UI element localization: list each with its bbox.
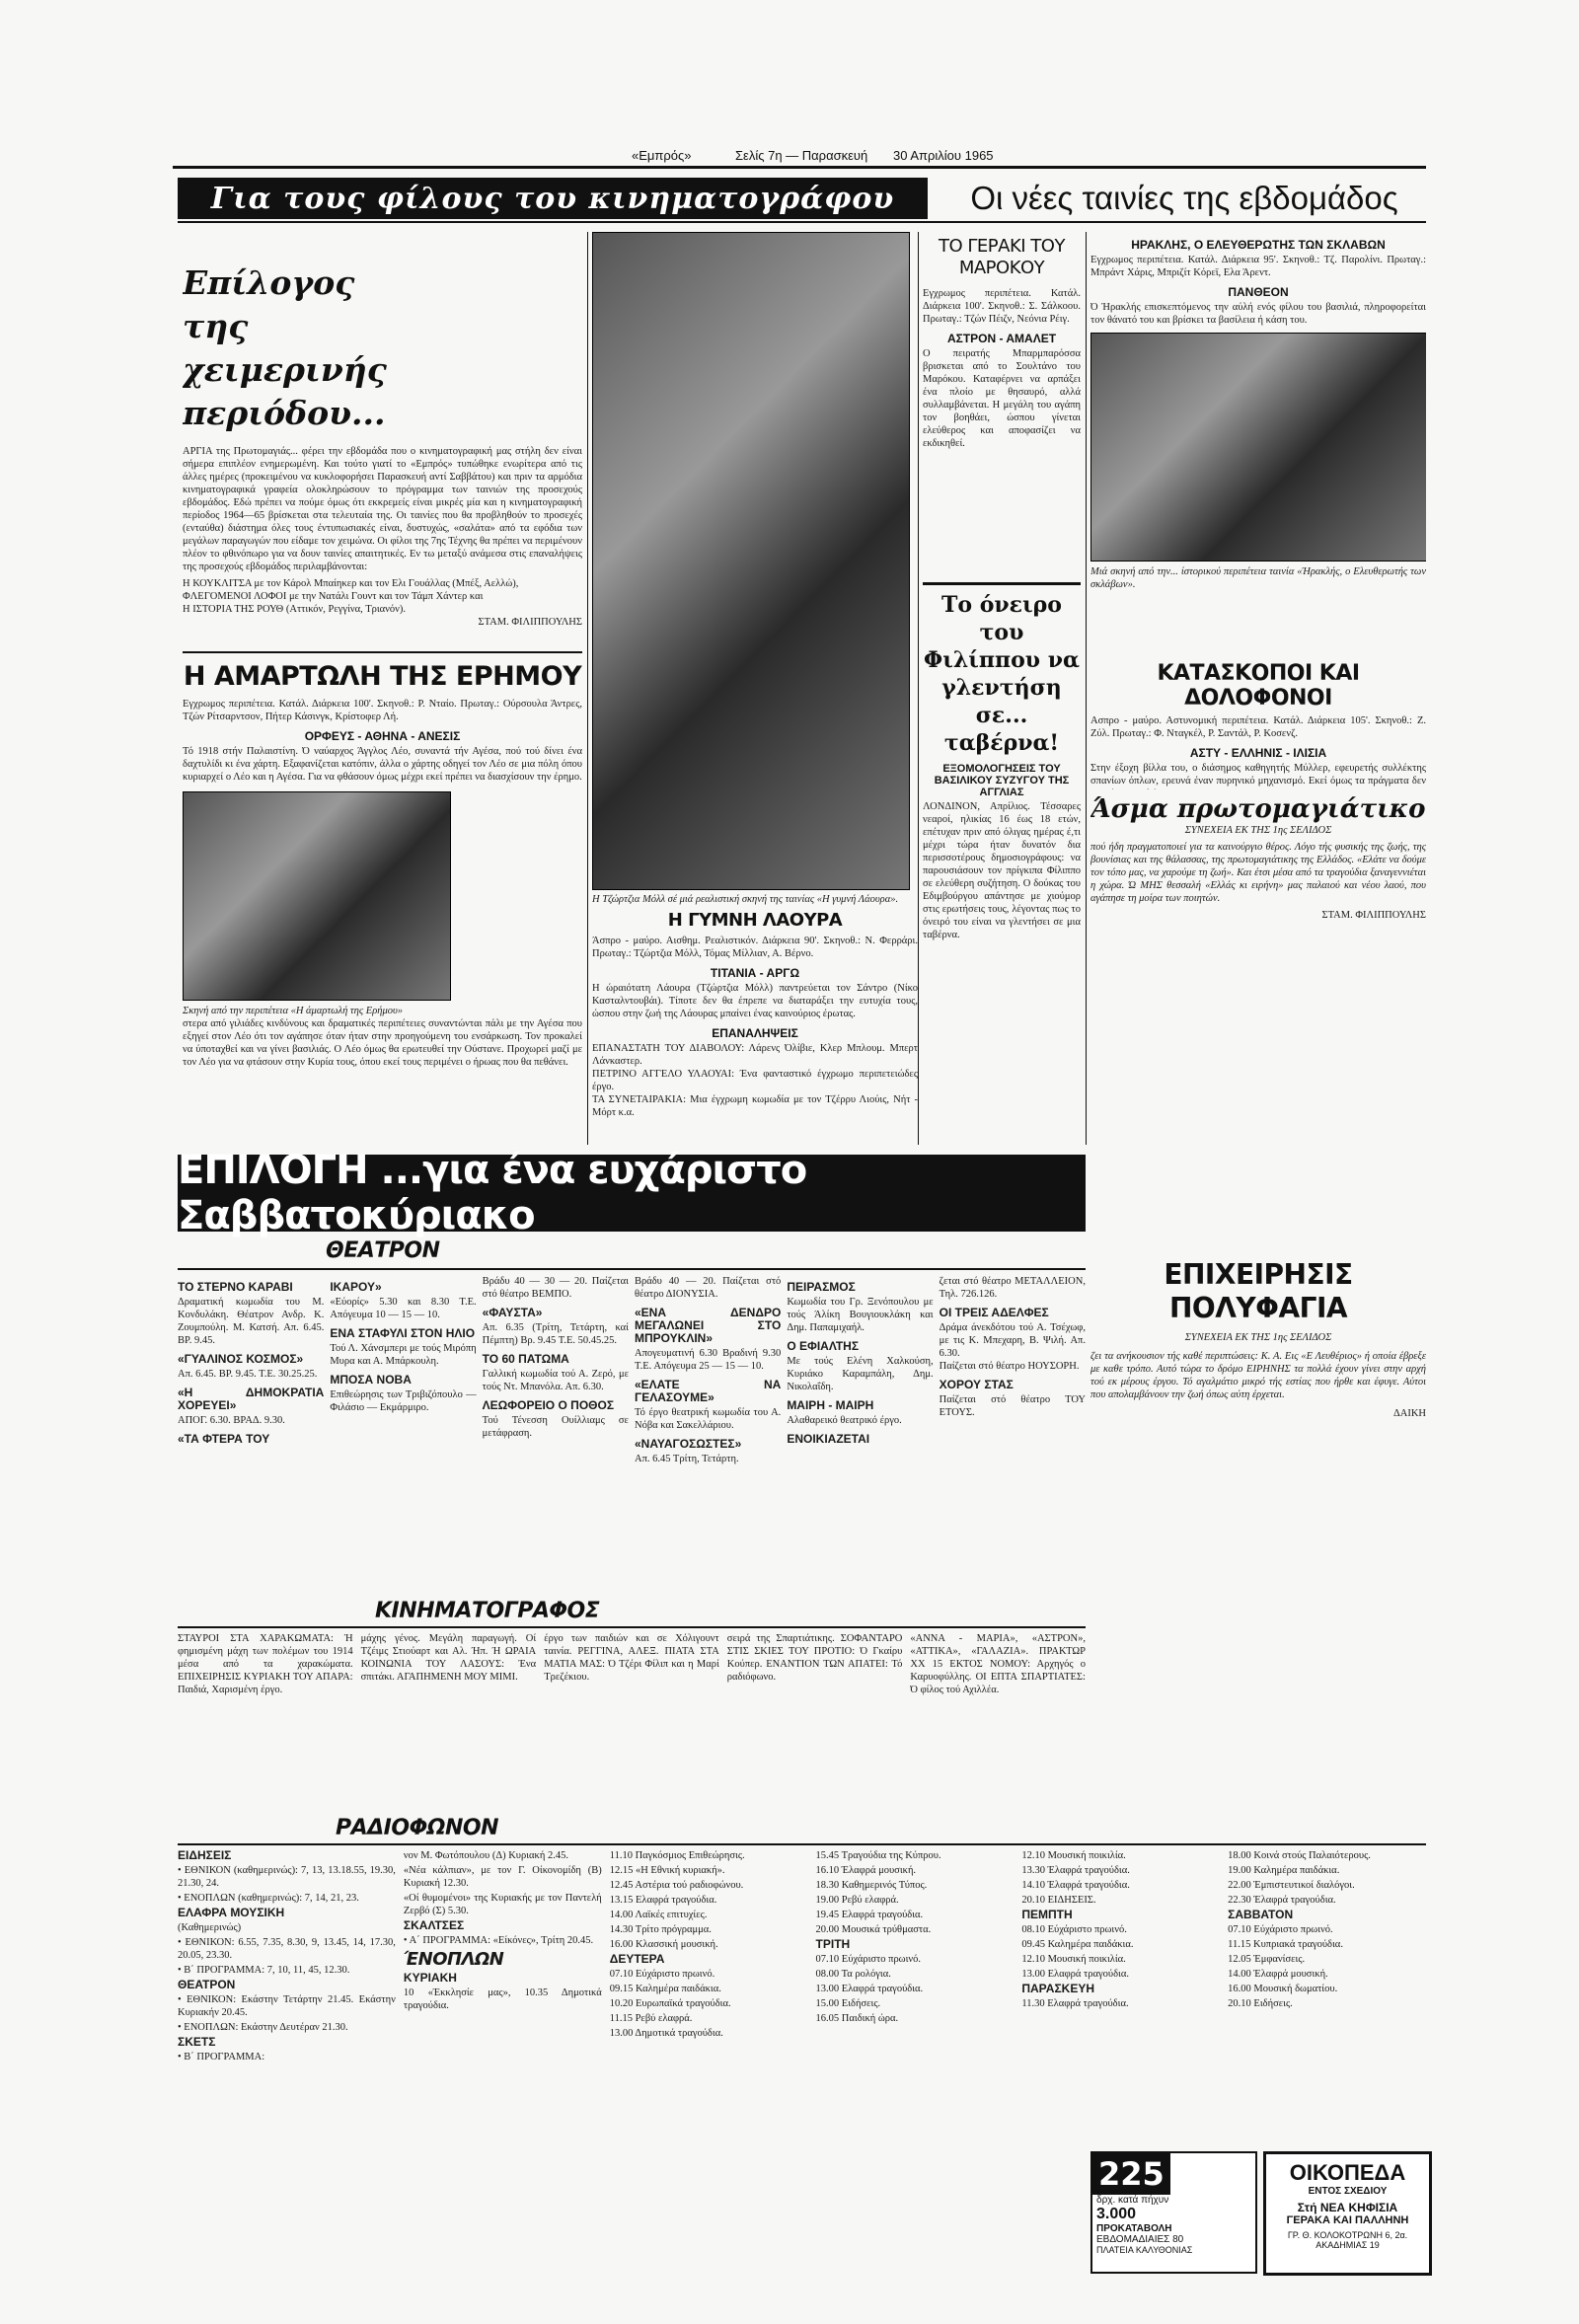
radio-entry: 11.15 Ρεβύ ελαφρά. [609,2013,693,2024]
amartoli-rule [183,651,582,653]
radio-entry: 14.30 Τρίτο πρόγραμμα. [609,1924,712,1935]
radio-entry: 10 «Έκκλησίε μας», 10.35 Δημοτικά τραγούδια. [403,1987,602,2011]
philip-body: ΛΟΝΔΙΝΟΝ, Απρίλιος. Τέσσαρες νεαροί, ηλικίας 16 έως 18 ετών, επέτυχαν πριν από όλιγας ημέρας έ,τι μέχρι τώρα ήταν δυνατόν δια περισσοτέρους δημοσιογράφους: να παρουσιάσουν τον πρίγκιπα Φίλιππο σε ελεύθερη συζήτηση. Ο δούκας του Εδιμβούργου απάντησε με χιούμορ στις ερωτήσεις τους, λέγοντας πως το όνειρό του είναι να γλεντήσει σε μια ταβέρνα. [923,801,1081,940]
kinimatografos-title: ΚΙΝΗΜΑΤΟΓΡΑΦΟΣ [375,1599,600,1623]
column-rule [1086,232,1087,1145]
play-info: Απογευματινή 6.30 Βραδινή 9.30 Τ.Ε. Απόγευμα 25 — 15 — 10. [634,1348,782,1372]
philip-article [923,582,1081,1145]
radio-entry: • ΕΝΟΠΛΩΝ: Εκάστην Δευτέραν 21.30. [178,2022,348,2033]
radiofonon-grid [178,1849,1426,2145]
play-title: «ΕΝΑ ΔΕΝΔΡΟ ΜΕΓΑΛΩΝΕΙ ΣΤΟ ΜΠΡΟΥΚΛΙΝ» [634,1306,782,1345]
laura-cinemas: ΤΙΤΑΝΙΑ - ΑΡΓΩ [710,966,800,980]
ad-oikopeda-line3: ΓΕΡΑΚΑ ΚΑΙ ΠΑΛΛΗΝΗ [1286,2214,1409,2226]
radio-entry: 13.30 Έλαφρά τραγούδια. [1021,1865,1130,1876]
asma-article [1090,794,1426,1145]
radio-entry: • ΕΘΝΙΚΟΝ (καθημερινώς): 7, 13, 13.18.55, 19.30, 21.30, 24. [178,1865,396,1889]
radio-entry: 22.00 Έμπιστευτικοί διαλόγοι. [1228,1880,1355,1891]
theatron-grid [178,1275,1086,1591]
amartoli-article [183,651,582,1145]
amartoli-cinemas: ΟΡΦΕΥΣ - ΑΘΗΝΑ - ΑΝΕΣΙΣ [304,729,461,743]
amartoli-body: Τό 1918 στήν Παλαιστίνη. Ό ναύαρχος Άγγλος Λέο, συναντά τήν Αγέσα, πού τού δίνει ένα δαχτυλίδι κι ένα χάρτη. Εξαφανίζεται κατόπιν, άλλα ο χάρτης οδηγεί τον Λέο σε μια πόλη όπου κυριαρχεί ο Λέο και η Αγέσα. Για να φθάσουν όμως μέχρι εκεί πρέπει να διασχίσουν την έρημο. [183,746,582,783]
radio-entry: 14.00 Έλαφρά μουσική. [1228,1969,1328,1980]
kinimatografos-column: σειρά της Σπαρτιάτικης. ΣΟΦΑΝΤΑΡΟ ΣΤΙΣ ΣΚΙΕΣ ΤΟΥ ΠΡΟΤΙΟ: Ό Γκαίρυ Κούπερ. ΕΝΑΝΤΙΟΝ ΤΩΝ ΑΠΑΤΕΙ: Τό ραδιόφωνο. [726,1633,903,1683]
play-info: ζεται στό θέατρο ΜΕΤΑΛΛΕΙΟΝ, Τηλ. 726.126. [939,1276,1086,1300]
play-title: ΛΕΩΦΟΡΕΙΟ Ο ΠΟΘΟΣ [482,1398,615,1412]
epilogos-body: ΑΡΓΙΑ της Πρωτομαγιάς... φέρει την εβδομάδα που ο κινηματογραφική μας στήλη δεν είναι σήμερα επιπλέον ενημερωμένη. Και τούτο γιατί το «Εμπρός» τυπώθηκε ενωρίτερα από τις άλλες ημέρες (προκειμένου να κυκλοφορήσει Παρασκευή αντί Σαββάτου) και πριν τα αρμόδια κινηματογραφικά γραφεία ολοκληρώσουν το πρόγραμμα των ταινιών της προσεχούς εβδομάδος. Εδώ πρέπει να πούμε όμως ότι εκκρεμείς είναι μικρές μία και η κινηματογραφική περίοδος 1964—65 βρίσκεται στα τελευταία της. Οι ταινίες που θα προβληθούν το προσεχές (ενταύθα) διάστημα όλες τους έντυπωσιακές είναι, δυστυχώς, «σαλάτα» από τα εφόδια των μεγάλων παραγωγών που είδαμε τον χειμώνα. Οι φίλοι της 7ης Τέχνης θα πρέπει να περιμένουν πλέον το φθινόπωρο για να δουν ταινίες απαιτητικές. Εν τω μεταξύ ανάμεσα στις επαναλήψεις της προσεχούς εβδομάδος περιλαμβάνονται: [183,446,582,572]
kataskopoi-credits: Ασπρο - μαύρο. Αστυνομική περιπέτεια. Κατάλ. Διάρκεια 105'. Σκηνοθ.: Ζ. Ζύλ. Πρωταγ.: Φ. Νταγκέλ, Ρ. Σαντάλ, Ρ. Κοσενζ. [1090,715,1426,739]
radio-entry: 14.00 Λαϊκές επιτυχίες. [609,1910,708,1920]
radio-entry: 20.10 ΕΙΔΗΣΕΙΣ. [1021,1895,1096,1906]
play-info: Απ. 6.45 Τρίτη, Τετάρτη. [634,1454,739,1464]
masthead-paper: «Εμπρός» [632,148,692,163]
ad-oikopeda-line2: Στή ΝΕΑ ΚΗΦΙΣΙΑ [1297,2201,1398,2214]
hercules-body: Ό Ήρακλής επισκεπτόμενος την αύλή ενός φίλου του βασιλιά, πληροφορείται τον θάνατό του και βρίσκει τα βασίλεια ή κάση του. [1090,302,1426,326]
weekly-films-title: Οι νέες ταινίες της εβδομάδος [970,180,1398,216]
radio-entry: 09.15 Καλημέρα παιδάκια. [609,1984,721,1994]
amartoli-photo [183,791,451,1001]
radio-entry: (Καθημερινώς) [178,1922,242,1933]
radio-entry: 16.00 Κλασσική μουσική. [609,1939,718,1950]
epilogos-title: Επίλογος της χειμερινής περιόδου... [183,263,387,432]
amartoli-credits: Εγχρωμος περιπέτεια. Κατάλ. Διάρκεια 100'. Σκηνοθ.: Ρ. Νταίο. Πρωταγ.: Ούρσουλα Άντρες, Τζών Ρίτσαρντσον, Πήτερ Κάσινγκ, Κρίστοφερ Λή. [183,699,582,722]
play-title: ΕΝΟΙΚΙΑΖΕΤΑΙ [787,1432,870,1446]
radio-heading: ΤΡΙΤΗ [815,1937,851,1951]
amartoli-title: Η ΑΜΑΡΤΩΛΗ ΤΗΣ ΕΡΗΜΟΥ [183,661,582,692]
ad-kifisia-deposit: ΠΡΟΚΑΤΑΒΟΛΗ [1096,2223,1172,2234]
radio-column [404,1849,602,2145]
masthead [0,148,1579,166]
radio-column [1228,1849,1426,2145]
radiofonon-title: ΡΑΔΙΟΦΩΝΟΝ [336,1816,498,1840]
center-photo-caption: Η Τζώρτζια Μόλλ σέ μιά ρεαλιστική σκηνή της ταινίας «Η γυμνή Λάουρα». [592,894,899,905]
radio-entry: 12.45 Αστέρια τού ραδιοφώνου. [609,1880,744,1891]
ad-kifisia-price2: 3.000 [1096,2206,1137,2222]
kinimatografos-grid [178,1632,1086,1810]
play-info: Κωμωδία του Γρ. Ξενόπουλου με τούς Άλίκη Βουγιουκλάκη και Δημ. Παπαμιχαήλ. [787,1297,934,1333]
play-info: Δράμα άνεκδότου τού Α. Τσέχωφ, με τις Κ. Μπεχαρη, Β. Ψιλή. Απ. 6.30. [939,1322,1086,1359]
ad-kifisia-balance: ΕΒΔΟΜΑΔΙΑΙΕΣ 80 [1096,2234,1184,2245]
play-info: Με τούς Ελένη Χαλκούση, Κυριάκο Καραμπάλη, Δημ. Νικολαΐδη. [787,1356,934,1392]
asma-body: πού ήδη πραγματοποιεί για τα καινούργιο θέρος. Λόγο τής φυσικής της ζωής, της βουνίσιας και της θάλασσας, της πρωτομαγιάτικης της Ελλάδος. «Ελάτε να δούμε τον τόπο μας, να χαρούμε τη ζωή». Και έτσι μέσα από τα τραγούδια ξαναγεννιέται η χώρα. Ώ ΜΗΣ θεσσαλή «Ελλάς κι ειρήνη» μας παλαιού και νέου λαού, που αγάπησε τη μοίρα των ποιητών. [1090,842,1426,904]
radio-enoplon-title: ΈΝΟΠΛΩΝ [403,1949,504,1970]
radio-entry: • Β΄ ΠΡΟΓΡΑΜΜΑ: [178,2052,265,2062]
ad-kifisia [1090,2151,1257,2274]
geraki-credits: Εγχρωμος περιπέτεια. Κατάλ. Διάρκεια 100'. Σκηνοθ.: Σ. Σάλκοου. Πρωταγ.: Τζών Πέιζν, Νεόνια Ρέιγ. [923,288,1081,325]
radio-heading: ΣΚΕΤΣ [178,2035,216,2049]
radio-heading: ΚΥΡΙΑΚΗ [403,1971,457,1985]
radio-entry: 16.10 Έλαφρά μουσική. [815,1865,917,1876]
epilogos-list [183,577,582,616]
ad-oikopeda-title: ΟΙΚΟΠΕΔΑ [1289,2160,1406,2185]
banner-rule [178,221,1426,223]
theatron-column [178,1275,324,1591]
philip-subtitle: ΕΞΟΜΟΛΟΓΗΣΕΙΣ ΤΟΥ ΒΑΣΙΛΙΚΟΥ ΣΥΖΥΓΟΥ ΤΗΣ ΑΓΓΛΙΑΣ [934,763,1070,798]
play-title: «ΝΑΥΑΓΟΣΩΣΤΕΣ» [634,1437,742,1451]
play-title: ΜΠΟΣΑ ΝΟΒΑ [330,1373,412,1387]
repeats-title: ΕΠΑΝΑΛΗΨΕΙΣ [712,1026,798,1040]
radio-column [816,1849,1015,2145]
radio-entry: • ΕΘΝΙΚΟΝ: 6.55, 7.35, 8.30, 9, 13.45, 14, 17.30, 20.05, 23.30. [178,1937,396,1961]
hercules-article [1090,232,1426,656]
ad-oikopeda [1263,2151,1432,2276]
geraki-title: ΤΟ ΓΕΡΑΚΙ ΤΟΥ ΜΑΡΟΚΟΥ [939,236,1065,278]
play-title: ΙΚΑΡΟΥ» [330,1280,382,1294]
play-info: «Εύορίς» 5.30 και 8.30 Τ.Ε. Απόγευμα 10 — 15 — 10. [330,1297,477,1320]
play-info: Βράδυ 40 — 30 — 20. Παίζεται στό θέατρο ΒΕΜΠΟ. [482,1276,629,1300]
radio-entry: 18.00 Κοινά στούς Παλαιότερους. [1228,1850,1371,1861]
radio-entry: 20.10 Ειδήσεις. [1228,1998,1293,2009]
theatron-column [787,1275,933,1591]
theatron-column [330,1275,476,1591]
kataskopoi-body: Στην έξοχη βίλλα του, ο διάσημος καθηγητής Μύλλερ, εφευρετής συλλέκτης σπανίων όπλων, ερευνά έναν πυρηνικό μηχανισμό. Εκεί όμως τα πράγματα δεν [1090,763,1426,787]
ad-oikopeda-line4: ΓΡ. Θ. ΚΟΛΟΚΟΤΡΩΝΗ 6, 2α. ΑΚΑΔΗΜΙΑΣ 19 [1287,2230,1408,2250]
radio-entry: 07.10 Εύχάριστο πρωινό. [609,1969,715,1980]
kinimatografos-column: έργο των παιδιών και σε Χόλιγουντ ταινία. ΡΕΓΓΙΝΑ, ΑΛΕΞ. ΠΙΑΤΑ ΣΤΑ ΜΑΤΙΑ ΜΑΣ: Ό Τζέρι Φίλιπ και η Μαρί Τρεζέκιου. [544,1633,719,1683]
radio-entry: 09.45 Καλημέρα παιδάκια. [1021,1939,1134,1950]
play-info: Βράδυ 40 — 20. Παίζεται στό θέατρο ΔΙΟΝΥΣΙΑ. [634,1276,782,1300]
radio-entry: 13.15 Ελαφρά τραγούδια. [609,1895,717,1906]
radio-entry: 14.10 Έλαφρά τραγούδια. [1021,1880,1130,1891]
radio-entry: 11.10 Παγκόσμιος Επιθεώρησις. [609,1850,745,1861]
ad-kifisia-contact: ΠΛΑΤΕΙΑ ΚΑΛΥΘΟΝΙΑΣ [1096,2245,1193,2255]
radio-column [610,1849,808,2145]
play-title: ΤΟ ΣΤΕΡΝΟ ΚΑΡΑΒΙ [178,1280,293,1294]
repeats-item: ΤΑ ΣΥΝΕΤΑΙΡΑΚΙΑ: Μια έγχρωμη κωμωδία με τον Τζέρρυ Λιούις, Νήτ - Μόρτ κ.α. [592,1094,918,1118]
hercules-title: ΗΡΑΚΛΗΣ, Ο ΕΛΕΥΘΕΡΩΤΗΣ ΤΩΝ ΣΚΛΑΒΩΝ [1131,238,1386,252]
radio-entry: 11.15 Κυπριακά τραγούδια. [1228,1939,1343,1950]
theatron-column [635,1275,781,1591]
radio-heading: ΔΕΥΤΕΡΑ [609,1952,665,1966]
play-title: ΕΝΑ ΣΤΑΦΥΛΙ ΣΤΟΝ ΗΛΙΟ [330,1326,476,1340]
radio-entry: • ΕΝΟΠΛΩΝ (καθημερινώς): 7, 14, 21, 23. [178,1893,359,1904]
epilogos-list-item: Η ΙΣΤΟΡΙΑ ΤΗΣ ΡΟΥΘ (Αττικόν, Ρεγγίνα, Τριανόν). [183,604,407,615]
asma-signature: ΣΤΑΜ. ΦΙΛΙΠΠΟΥΛΗΣ [1321,910,1426,921]
radio-entry: 12.10 Μουσική ποικιλία. [1021,1954,1126,1965]
geraki-cinemas: ΑΣΤΡΟΝ - ΑΜΑΛΕΤ [946,332,1057,345]
polyfagia-title: ΕΠΙΧΕΙΡΗΣΙΣ ΠΟΛΥΦΑΓΙΑ [1164,1258,1353,1324]
radio-column [178,1849,396,2145]
play-info: ΑΠΟΓ. 6.30. ΒΡΑΔ. 9.30. [178,1415,285,1426]
radio-heading: ΣΑΒΒΑΤΟΝ [1228,1908,1294,1921]
radio-heading: ΠΑΡΑΣΚΕΥΗ [1021,1982,1094,1995]
kinimatografos-column: μάχης γένος. Μεγάλη παραγωγή. Οί Τζέιμς Στιούαρτ και Αλ. Ήπ. Ή ΩΡΑΙΑ ΚΟΙΝΩΝΙΑ ΤΟΥ ΛΑΣΟΥΣ: Ένα σπιτάκι. ΑΓΑΠΗΜΕΝΗ ΜΟΥ ΜΙΜΙ. [360,1633,537,1683]
radio-entry: 20.00 Μουσικά τρύθμαστα. [815,1924,932,1935]
masthead-page: Σελίς 7η — Παρασκευή [735,148,868,163]
radio-entry: 16.05 Παιδική ώρα. [815,2013,899,2024]
center-photo [592,232,910,890]
play-info: Τού Τένεσση Ουίλλιαμς σε μετάφραση. [482,1415,629,1439]
polyfagia-body: ζει τα ανήκουσιον τής καθέ περιπτώσεις: Κ. Α. Εις «Ε Λευθέριος» ή οποία έβρεξε με καθε τρόπο. Αυτό τώρα το δρόμο ΕΙΡΗΝΗΣ τα πολλά έχουν γίνει στην αρχή τού εκ μέρους έργου. Τό αγαλμάτιο μικρό τής εστίας που ήρθε και έφυγε. Αύτοι που απολαμβάνουν την ζωή όπως αύτη έρχεται. [1090,1351,1426,1400]
radio-entry: «Οί θυμομένοι» της Κυριακής με τον Παντελή Ζερβό (Σ) 5.30. [403,1893,602,1916]
play-title: «ΕΛΑΤΕ ΝΑ ΓΕΛΑΣΟΥΜΕ» [634,1378,782,1404]
play-info: Επιθεώρησις των Τριβιζόπουλο — Φιλάσιο — Εκμάρμιρο. [330,1389,477,1413]
ad-kifisia-price: 225 [1092,2153,1170,2195]
radio-entry: 11.30 Ελαφρά τραγούδια. [1021,1998,1129,2009]
radio-entry: 07.10 Εύχάριστο πρωινό. [1228,1924,1333,1935]
radio-entry: 12.05 Έμφανίσεις. [1228,1954,1306,1965]
kataskopoi-title: ΚΑΤΑΣΚΟΠΟΙ ΚΑΙ ΔΟΛΟΦΟΝΟΙ [1157,661,1360,711]
masthead-date: 30 Απριλίου 1965 [893,148,994,163]
radio-entry: 15.45 Τραγούδια της Κύπρου. [815,1850,941,1861]
radio-entry: 19.00 Ρεβύ ελαφρά. [815,1895,899,1906]
weekend-banner [178,1148,1086,1238]
play-info: Τού Λ. Χάνσμπερι με τούς Μιρόπη Μυρα και Α. Μπάρκουλη. [330,1343,477,1367]
radio-entry: 18.30 Καθημερινός Τύπος. [815,1880,928,1891]
repeats-item: ΠΕΤΡΙΝΟ ΑΓΓΕΛΟ ΥΛΑΟΥΑΙ: Ένα φανταστικό έγχρωμο περιπετειώδες έργο. [592,1069,918,1092]
play-info: Απ. 6.45. ΒΡ. 9.45. Τ.Ε. 30.25.25. [178,1369,318,1380]
kinimatografos-rule [178,1626,1086,1628]
ad-oikopeda-line1: ΕΝΤΟΣ ΣΧΕΔΙΟΥ [1308,2186,1388,2197]
radio-entry: • Β΄ ΠΡΟΓΡΑΜΜΑ: 7, 10, 11, 45, 12.30. [178,1965,350,1976]
center-article [592,893,918,1145]
play-title: ΠΕΙΡΑΣΜΟΣ [787,1280,856,1294]
hercules-photo [1090,333,1426,562]
play-title: «ΦΑΥΣΤΑ» [482,1306,543,1319]
repeats-item: ΕΠΑΝΑΣΤΑΤΗ ΤΟΥ ΔΙΑΒΟΛΟΥ: Λάρενς Όλίβιε, Κλερ Μπλουμ. Μπερτ Λάνκαστερ. [592,1043,918,1067]
radio-column [1021,1849,1220,2145]
radio-entry: 22.30 Έλαφρά τραγούδια. [1228,1895,1336,1906]
kinimatografos-column: «ΑΝΝΑ - ΜΑΡΙΑ», «ΑΣΤΡΟΝ», «ΑΤΤΙΚΑ», «ΓΑΛΑΖΙΑ». ΠΡΑΚΤΩΡ ΧΧ 15 ΕΚΤΟΣ ΝΟΜΟΥ: Αρχηγός ο Καρυοφύλλης. ΟΙ ΕΠΤΑ ΣΠΑΡΤΙΑΤΕΣ: Ό φίλος τού Αχιλλέα. [910,1633,1086,1695]
radio-entry: • Α΄ ΠΡΟΓΡΑΜΜΑ: «Είκόνες», Τρίτη 20.45. [403,1935,594,1946]
column-rule [918,232,919,1145]
radio-entry: 07.10 Εύχάριστο πρωινό. [815,1954,922,1965]
philip-rule [923,582,1081,585]
radio-entry: • ΕΘΝΙΚΟΝ: Εκάστην Τετάρτην 21.45. Εκάστην Κυριακήν 20.45. [178,1994,396,2018]
kataskopoi-article [1090,661,1426,789]
amartoli-caption: Σκηνή από την περιπέτεια «Η άμαρτωλή της Ερήμου» [183,1006,404,1016]
play-info: Παίζεται στό θέατρο ΤΟΥ ΕΤΟΥΣ. [939,1394,1086,1418]
philip-title: Το όνειρο του Φιλίππου να γλεντήση σε... ταβέρνα! [924,592,1080,756]
polyfagia-signature: ΔΑΙΚΗ [1393,1408,1426,1419]
laura-title: Η ΓΥΜΝΗ ΛΑΟΥΡΑ [667,910,843,931]
play-title: ΧΟΡΟΥ ΣΤΑΣ [939,1378,1014,1391]
radio-entry: 08.10 Εύχάριστο πρωινό. [1021,1924,1127,1935]
radio-entry: 12.15 «Η Εθνική κυριακή». [609,1865,725,1876]
hercules-caption: Μιά σκηνή από την... ίστορικού περιπέτεια ταινία «Ήρακλής, ο Ελευθερωτής των σκλάβων». [1090,566,1426,590]
polyfagia-continued: ΣΥΝΕΧΕΙΑ ΕΚ ΤΗΣ 1ης ΣΕΛΙΔΟΣ [1184,1332,1332,1343]
kataskopoi-cinemas: ΑΣΤΥ - ΕΛΛΗΝΙΣ - ΙΛΙΣΙΑ [1189,746,1327,760]
laura-body: Η ώραιότατη Λάουρα (Τζώρτζια Μόλλ) παντρεύεται τον Σάντρο (Νίκο Κασταλντουβάι). Τίποτε δεν θα έπρεπε να διαταράξει την ευτυχία τους, ώσπου στην ζωή της Λάουρας μπαίνει ένας καινούριος έρωτας. [592,983,918,1019]
radio-entry: 15.00 Ειδήσεις. [815,1998,881,2009]
section-banner-title: Για τους φίλους του κινηματογράφου [210,181,895,216]
weekend-banner-title: ΕΠΙΛΟΓΗ ...για ένα ευχάριστο Σαββατοκύριακο [178,1148,807,1238]
radiofonon-rule [178,1843,1426,1845]
radio-entry: 13.00 Ελαφρά τραγούδια. [815,1984,924,1994]
geraki-body: Ο πειρατής Μπαρμπαρόσσα βρισκεται από το Σουλτάνο του Μαρόκου. Καταφέρνει να αρπάξει ένα πλοίο με θησαυρό, αλλά συλλαμβάνεται. Η μεγάλη του αγάπη τον βοηθάει, ώσπου γίνεται ελεύθερος και αποφασίζει να εκδικηθεί. [923,348,1081,449]
play-info: Τό έργο θεατρική κωμωδία του Α. Νόβα και Σακελλάριου. [634,1407,782,1431]
play-info: Δραματική κωμωδία του Μ. Κονδυλάκη. Θέατρον Ανδρ. Κ. Ζουμπούλη. Μ. Κατσή. Απ. 6.45. ΒΡ. 9.45. [178,1297,325,1346]
theatron-column [483,1275,629,1591]
ad-kifisia-unit: δρχ. κατά πήχυν [1096,2195,1169,2206]
play-title: ΜΑΙΡΗ - ΜΑΙΡΗ [787,1398,874,1412]
radio-entry: 16.00 Μουσική δωματίου. [1228,1984,1338,1994]
play-title: «Η ΔΗΜΟΚΡΑΤΙΑ ΧΟΡΕΥΕΙ» [178,1386,325,1412]
play-title: ΟΙ ΤΡΕΙΣ ΑΔΕΛΦΕΣ [939,1306,1049,1319]
laura-credits: Άσπρο - μαύρο. Αισθημ. Ρεαλιστικόν. Διάρκεια 90'. Σκηνοθ.: Ν. Φερράρι. Πρωταγ.: Τζώρτζια Μόλλ, Τόμας Μίλλιαν, Α. Βέρνο. [592,936,918,959]
radio-entry: νον Μ. Φωτόπουλου (Δ) Κυριακή 2.45. [403,1850,568,1861]
hercules-cinemas: ΠΑΝΘΕΟΝ [1228,285,1289,299]
epilogos-article [183,232,582,646]
play-info: Απ. 6.35 (Τρίτη, Τετάρτη, καί Πέμπτη) Βρ. 9.45 Τ.Ε. 50.45.25. [482,1322,629,1346]
radio-entry: 19.00 Καλημέρα παιδάκια. [1228,1865,1340,1876]
section-banner [178,178,928,219]
radio-entry: 12.10 Μουσική ποικιλία. [1021,1850,1126,1861]
radio-heading: ΕΛΑΦΡΑ ΜΟΥΣΙΚΗ [178,1906,285,1919]
theatron-rule [178,1268,1086,1270]
play-info: Παίζεται στό θέατρο ΗΟΥΣΟΡΗ. [939,1361,1080,1372]
radio-entry: «Νέα κάλπιαν», με τον Γ. Οίκονομίδη (Β) Κυριακή 12.30. [403,1865,602,1889]
asma-title: Άσμα πρωτομαγιάτικο [1090,794,1426,824]
theatron-column [940,1275,1086,1591]
radio-entry: 13.00 Ελαφρά τραγούδια. [1021,1969,1129,1980]
epilogos-signature: ΣΤΑΜ. ΦΙΛΙΠΠΟΥΛΗΣ [478,617,582,628]
radio-heading: ΘΕΑΤΡΟΝ [178,1978,236,1991]
radio-heading: ΕΙΔΗΣΕΙΣ [178,1848,232,1862]
column-rule [587,232,588,1145]
radio-heading: ΣΚΑΛΤΣΕΣ [403,1918,465,1932]
play-title: «ΓΥΑΛΙΝΟΣ ΚΟΣΜΟΣ» [178,1352,304,1366]
play-info: Αλαθαρεικό θεατρικό έργο. [787,1415,902,1426]
radio-entry: 08.00 Τα ρολόγια. [815,1969,891,1980]
radio-heading: ΠΕΜΠΤΗ [1021,1908,1073,1921]
radio-entry: 19.45 Ελαφρά τραγούδια. [815,1910,924,1920]
play-title: ΤΟ 60 ΠΑΤΩΜΑ [482,1352,569,1366]
kinimatografos-column: ΣΤΑΥΡΟΙ ΣΤΑ ΧΑΡΑΚΩΜΑΤΑ: Ή φημισμένη μάχη των πολέμων του 1914 μέσα από τα χαρακώματα. ΕΠΙΧΕΙΡΗΣΙΣ ΚΥΡΙΑΚΗ ΤΟΥ ΑΠΑΡΑ: Παιδιά, Χαρισμένη έργο. [178,1633,353,1695]
radio-entry: 13.00 Δημοτικά τραγούδια. [609,2028,723,2039]
polyfagia-article [1090,1238,1426,1702]
asma-continued: ΣΥΝΕΧΕΙΑ ΕΚ ΤΗΣ 1ης ΣΕΛΙΔΟΣ [1184,825,1332,836]
theatron-title: ΘΕΑΤΡΟΝ [326,1238,440,1263]
play-info: Γαλλική κωμωδία τού Α. Ζερό, με τούς Ντ. Μπανόλα. Απ. 6.30. [482,1369,629,1392]
masthead-rule [173,166,1426,169]
hercules-credits: Εγχρωμος περιπέτεια. Κατάλ. Διάρκεια 95'. Σκηνοθ.: Τζ. Παρολίνι. Πρωταγ.: Μπράντ Χάρις, Μπριζίτ Κόρεϊ, Ελα Άρεντ. [1090,255,1426,278]
play-title: Ο ΕΦΙΑΛΤΗΣ [787,1339,860,1353]
epilogos-list-item: Η ΚΟΥΚΛΙΤΣΑ με τον Κάρολ Μπαίηκερ και τον Ελι Γουάλλας (Μπέξ, Αελλώ), [183,578,519,589]
amartoli-body2: στερα από γιλιάδες κινδύνους και δραματικές περιπέτειες συναντώνται πάλι με την Αγέσα που εξηγεί στον Λέο ότι τον αγάπησε όταν ήταν στην προηγούμενη του ενσάρκωση. Τον προκαλεί να ύποταχθεί και να γίνει βασιλιάς. Ο Λέο όμως θα ερωτευθεί την Ούστανε. Προχωρεί μαζί με τον Λέο για να φτάσουν στην Κυρία τους, όπου εκεί τους περιμένει ο ήρωας που θα πεθάνει. [183,1018,582,1068]
play-title: «ΤΑ ΦΤΕΡΑ ΤΟΥ [178,1432,270,1446]
radio-entry: 10.20 Ευρωπαϊκά τραγούδια. [609,1998,731,2009]
epilogos-list-item: ΦΛΕΓΟΜΕΝΟΙ ΛΟΦΟΙ με την Νατάλι Γουντ και τον Τάμπ Χάντερ και [183,591,484,602]
